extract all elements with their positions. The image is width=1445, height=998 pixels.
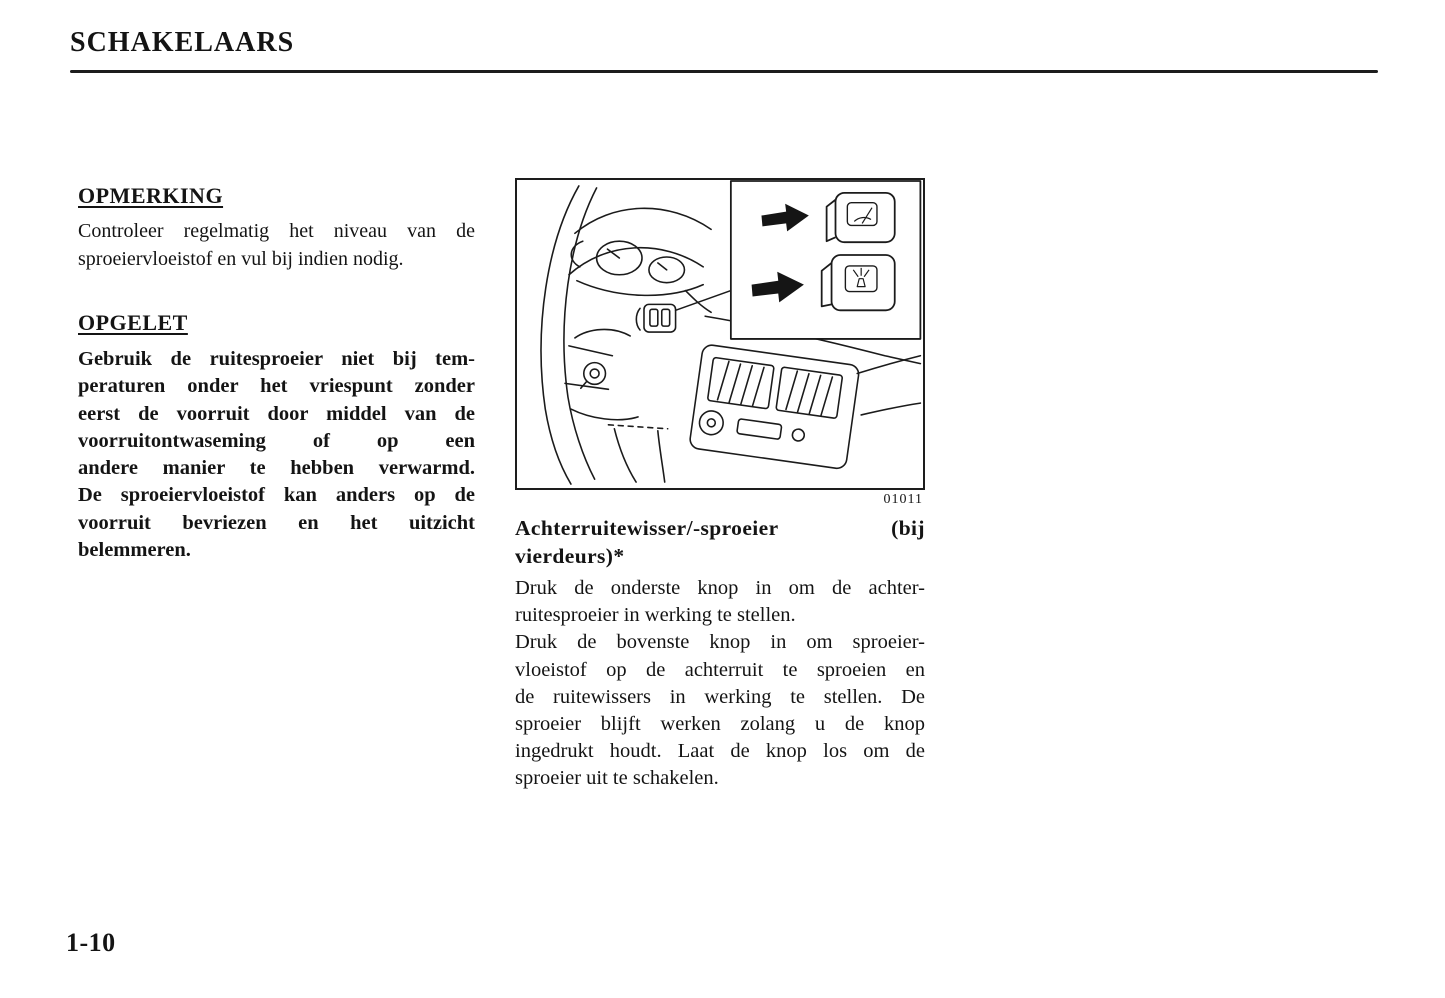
caution-heading: OPGELET bbox=[78, 310, 188, 335]
figure-number: 01011 bbox=[883, 492, 923, 507]
right-column bbox=[515, 178, 925, 793]
steering-wheel-outline bbox=[541, 186, 579, 484]
note-paragraph: Controleer regelmatig het niveau van de sproeiervloeistof en vul bij indien nodig. bbox=[78, 220, 475, 270]
page-title: SCHAKELAARS bbox=[70, 27, 295, 58]
caution-paragraph: Gebruik de ruitesproeier niet bij tem- peraturen onder het vriespunt zonder eerst de voorruit door middel van de voorruitontwaseming of op een andere manier te hebben verwarmd. De sproeiervloeistof kan anders op de voorruit bevriezen en het uitzicht belemmeren. bbox=[78, 348, 475, 562]
switch-inset bbox=[731, 181, 921, 339]
caution-section bbox=[78, 310, 475, 564]
note-section bbox=[78, 183, 475, 273]
section-heading: Achterruitewisser/-sproeier (bij vierdeurs)* bbox=[515, 516, 925, 568]
section-body bbox=[515, 575, 925, 793]
rear-wiper-switch-drawing bbox=[644, 304, 676, 332]
dashboard-illustration bbox=[517, 180, 923, 488]
left-column bbox=[78, 183, 475, 564]
section-paragraph-2: Druk de bovenste knop in om sproeier- vloeistof op de achterruit te sproeien en de ruitewissers in werking te stellen. De sproeier blijft werken zolang u de knop ingedrukt houdt. Laat de knop los om de sproeier uit te schakelen. bbox=[515, 631, 925, 790]
header-rule bbox=[70, 70, 1378, 73]
section-paragraph-1: Druk de onderste knop in om de achter- ruitesproeier in werking te stellen. bbox=[515, 577, 925, 627]
instrument-cluster-outline bbox=[575, 208, 711, 233]
figure-frame bbox=[515, 178, 925, 490]
center-console-drawing bbox=[689, 344, 860, 470]
note-heading: OPMERKING bbox=[78, 183, 224, 208]
page-number: 1-10 bbox=[66, 928, 116, 957]
